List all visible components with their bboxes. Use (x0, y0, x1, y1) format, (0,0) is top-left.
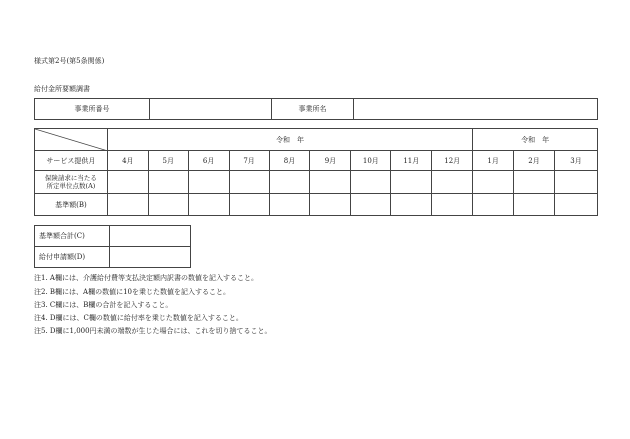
points-label (35, 171, 108, 194)
base-cell[interactable] (391, 194, 432, 216)
monthly-table (34, 128, 598, 216)
month-cell: 10月 (351, 151, 391, 171)
note-2: 注2. B欄には、A欄の数値に10を乗じた数値を記入すること。 (34, 288, 231, 296)
month-cell: 2月 (514, 151, 555, 171)
base-cell[interactable] (229, 194, 269, 216)
points-cell[interactable] (473, 171, 514, 194)
base-cell[interactable] (351, 194, 391, 216)
base-cell[interactable] (473, 194, 514, 216)
month-cell: 9月 (310, 151, 351, 171)
note-4: 注4. D欄には、C欄の数値に給付率を乗じた数値を記入すること。 (34, 314, 243, 322)
base-cell[interactable] (555, 194, 598, 216)
month-cell: 4月 (107, 151, 148, 171)
month-cell: 5月 (148, 151, 188, 171)
month-cell: 3月 (555, 151, 598, 171)
office-name-field[interactable] (354, 99, 598, 120)
points-cell[interactable] (432, 171, 473, 194)
month-cell: 7月 (229, 151, 269, 171)
base-cell[interactable] (188, 194, 229, 216)
points-cell[interactable] (269, 171, 310, 194)
base-cell[interactable] (432, 194, 473, 216)
grant-amount-field[interactable] (110, 247, 191, 268)
diagonal-line (35, 129, 108, 151)
base-label: 基準額(B) (35, 194, 108, 216)
office-info-table (34, 98, 598, 120)
note-5: 注5. D欄に1,000円未満の端数が生じた場合には、これを切り捨てること。 (34, 327, 272, 335)
office-number-field[interactable] (150, 99, 272, 120)
service-month-label: サービス提供月 (35, 151, 108, 171)
base-cell[interactable] (107, 194, 148, 216)
points-cell[interactable] (188, 171, 229, 194)
year-header-2: 令和 年 (473, 129, 598, 151)
points-cell[interactable] (107, 171, 148, 194)
points-cell[interactable] (351, 171, 391, 194)
grant-amount-label: 給付申請額(D) (35, 247, 110, 268)
document-title: 給付金所要額調書 (34, 85, 90, 93)
note-1: 注1. A欄には、介護給付費等支払決定額内訳書の数値を記入すること。 (34, 274, 258, 282)
totals-table (34, 225, 191, 268)
form-number: 様式第2号(第5条関係) (34, 57, 105, 65)
points-label-line1: 保険請求に当たる (44, 174, 97, 182)
month-cell: 6月 (188, 151, 229, 171)
base-cell[interactable] (269, 194, 310, 216)
office-name-label: 事業所名 (272, 99, 354, 120)
diagonal-header-cell (35, 129, 108, 151)
month-cell: 11月 (391, 151, 432, 171)
month-cell: 8月 (269, 151, 310, 171)
points-cell[interactable] (310, 171, 351, 194)
points-cell[interactable] (555, 171, 598, 194)
office-number-label: 事業所番号 (35, 99, 150, 120)
points-cell[interactable] (229, 171, 269, 194)
base-total-field[interactable] (110, 226, 191, 247)
points-cell[interactable] (148, 171, 188, 194)
base-total-label: 基準額合計(C) (35, 226, 110, 247)
month-cell: 12月 (432, 151, 473, 171)
points-cell[interactable] (391, 171, 432, 194)
base-cell[interactable] (310, 194, 351, 216)
base-cell[interactable] (148, 194, 188, 216)
note-3: 注3. C欄には、B欄の合計を記入すること。 (34, 301, 173, 309)
year-header-1: 令和 年 (107, 129, 472, 151)
points-label-line2: 所定単位点数(A) (46, 182, 96, 190)
points-cell[interactable] (514, 171, 555, 194)
month-cell: 1月 (473, 151, 514, 171)
base-cell[interactable] (514, 194, 555, 216)
